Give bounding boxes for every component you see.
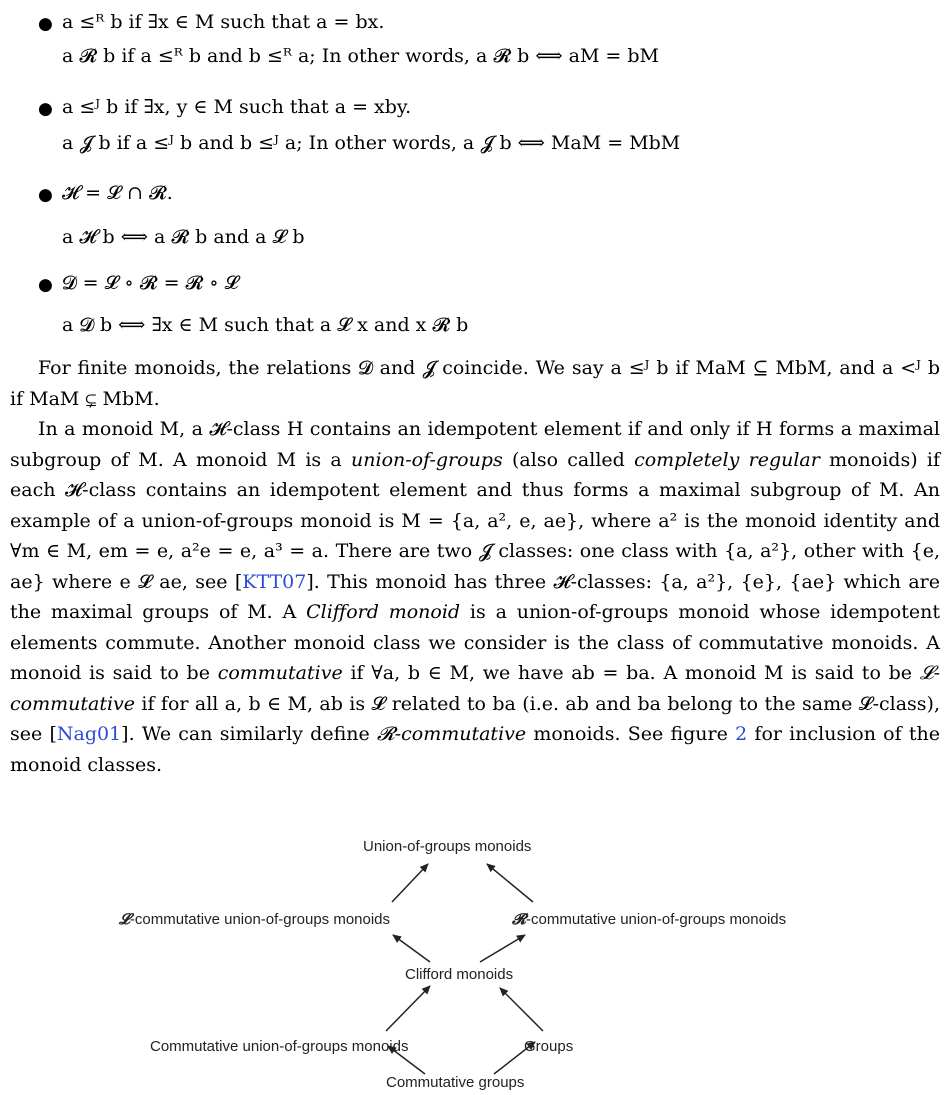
text-run: monoids. See figure <box>526 723 736 745</box>
arrow-groups-to-clifford <box>500 988 543 1031</box>
term-clifford-monoid: Clifford monoid <box>306 601 461 623</box>
paragraph-finite-monoids: For finite monoids, the relations 𝓓 and 𝓙 coincide. We say a ≤ᴶ b if MaM ⊆ MbM, and a <ᴶ b if MaM ⊊ MbM. <box>10 357 940 410</box>
bullet-dot-1: ● <box>38 14 53 34</box>
bullet-2-sub: a 𝓙 b if a ≤ᴶ b and b ≤ᴶ a; In other words, a 𝓙 b ⟺ MaM = MbM <box>62 132 681 154</box>
node-r-commutative-label: -commutative union-of-groups monoids <box>526 911 787 928</box>
text-run: monoids) if each 𝓗-class contains an idempotent element and thus forms a maximal subgroup of M. An example of a union-of-groups monoid is M = {a, a², e, ae}, where a² is the monoid identity and ∀m ∈ M, em = e, a²e = e, a³ = a. There are two 𝓙 classes: one class with {a, a²}, other with {e, ae} where e 𝓛 ae, see [ <box>10 448 941 593</box>
figure-reference-2[interactable]: 2 <box>735 723 748 745</box>
term-completely-regular: completely regular <box>634 448 820 471</box>
bullet-3-main: 𝓗 = 𝓛 ∩ 𝓡. <box>62 182 173 204</box>
citation-ktt07[interactable]: KTT07 <box>242 570 307 593</box>
l-relation-symbol: 𝓛 <box>119 910 130 928</box>
term-l-commutative: 𝓛-commutative <box>10 662 940 715</box>
text-run: ]. This monoid has three 𝓗-classes: {a, a²}, {e}, {ae} which are the maximal groups of M. A <box>10 570 940 623</box>
term-commutative: commutative <box>217 662 343 684</box>
node-commutative-groups: Commutative groups <box>386 1074 525 1091</box>
text-run: if for all a, b ∈ M, ab is 𝓛 related to ba (i.e. ab and ba belong to the same 𝓛-class), see [ <box>10 692 940 745</box>
arrow-r-to-top <box>487 864 533 902</box>
bullet-3-sub: a 𝓗 b ⟺ a 𝓡 b and a 𝓛 b <box>62 226 305 248</box>
arrow-communion-to-clifford <box>386 986 430 1031</box>
node-r-commutative <box>512 910 786 928</box>
text-run: if ∀a, b ∈ M, we have ab = ba. A monoid M is said to be <box>342 662 920 684</box>
node-union-of-groups: Union-of-groups monoids <box>363 838 532 855</box>
r-relation-symbol: 𝓡 <box>512 910 527 928</box>
term-r-commutative: 𝓡-commutative <box>376 723 527 745</box>
text-run: for inclusion of the monoid classes. <box>10 723 940 776</box>
bullet-1-main: a ≤ᴿ b if ∃x ∈ M such that a = bx. <box>62 11 385 33</box>
text-run: In a monoid M, a 𝓗-class H contains an idempotent element if and only if H forms a maximal subgroup of M. A monoid M is a <box>10 418 940 471</box>
bullet-4-sub: a 𝓓 b ⟺ ∃x ∈ M such that a 𝓛 x and x 𝓡 b <box>62 314 469 336</box>
text-run: is a union-of-groups monoid whose idempotent elements commute. Another monoid class we consider is the class of commutative monoids. A monoid is said to be <box>10 601 940 684</box>
arrow-clifford-to-l <box>393 935 430 962</box>
citation-nag01[interactable]: Nag01 <box>56 723 122 745</box>
bullet-dot-4: ● <box>38 275 53 295</box>
node-groups: Groups <box>524 1038 574 1055</box>
bullet-dot-3: ● <box>38 185 53 205</box>
node-l-commutative-label: -commutative union-of-groups monoids <box>129 911 391 928</box>
node-commutative-union: Commutative union-of-groups monoids <box>150 1038 409 1055</box>
arrow-clifford-to-r <box>480 935 525 962</box>
bullet-4-main: 𝓓 = 𝓛 ∘ 𝓡 = 𝓡 ∘ 𝓛 <box>62 272 239 294</box>
bullet-1-sub: a 𝓡 b if a ≤ᴿ b and b ≤ᴿ a; In other words, a 𝓡 b ⟺ aM = bM <box>62 45 660 67</box>
node-l-commutative <box>119 910 390 928</box>
arrow-l-to-top <box>392 864 428 902</box>
node-clifford: Clifford monoids <box>405 966 514 983</box>
bullet-2-main: a ≤ᴶ b if ∃x, y ∈ M such that a = xby. <box>62 96 412 118</box>
text-run: ]. We can similarly define <box>121 723 377 745</box>
text-run: (also called <box>502 448 635 471</box>
bullet-dot-2: ● <box>38 99 53 119</box>
term-union-of-groups: union-of-groups <box>351 448 503 471</box>
